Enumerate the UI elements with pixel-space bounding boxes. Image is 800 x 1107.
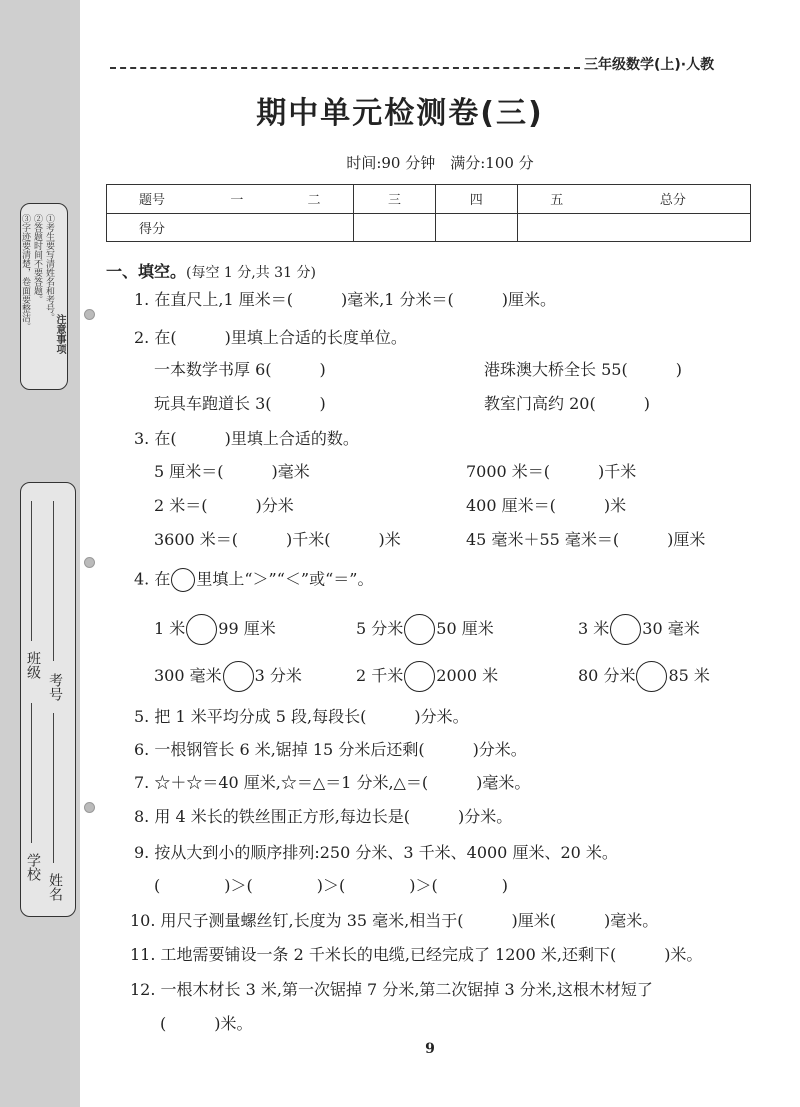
answer-circle[interactable] [404, 614, 435, 645]
notice-line-3: ③字迹要清楚，卷面要整洁。 [20, 214, 30, 331]
compare-right: 50 厘米 [436, 619, 494, 638]
class-label: 班级 [25, 651, 41, 679]
score-value-row [107, 213, 751, 242]
question-11: 11. 工地需要铺设一条 2 千米长的电缆,已经完成了 1200 米,还剩下( )米。 [130, 945, 703, 964]
score-cell[interactable] [435, 213, 517, 242]
score-header-cell: 一 [199, 185, 275, 214]
question-12-answer: ( )米。 [160, 1014, 253, 1033]
compare-right: 85 米 [668, 666, 710, 685]
compare-left: 1 米 [154, 619, 186, 638]
notice-line-2: ②答题时间不要答题。 [32, 214, 42, 304]
answer-circle[interactable] [223, 661, 254, 692]
school-underline [31, 703, 32, 843]
score-cell[interactable] [199, 213, 275, 242]
section-note: (每空 1 分,共 31 分) [186, 265, 316, 281]
header-dashed-line [110, 67, 580, 69]
compare-item [578, 614, 700, 645]
question-10: 10. 用尺子测量螺丝钉,长度为 35 毫米,相当于( )厘米( )毫米。 [130, 911, 659, 930]
question-3c: 2 米＝( )分米 [154, 496, 294, 515]
answer-circle[interactable] [186, 614, 217, 645]
binding-hole [84, 309, 95, 320]
section-title: 一、填空。 [106, 262, 187, 281]
notice-label: 注意事项 [54, 314, 65, 354]
score-cell[interactable] [275, 213, 354, 242]
compare-left: 2 千米 [356, 666, 404, 685]
compare-item [154, 614, 276, 645]
score-header-cell: 二 [275, 185, 354, 214]
compare-right: 3 分米 [254, 666, 302, 685]
name-underline [53, 713, 54, 863]
question-3f: 45 毫米＋55 毫米＝( )厘米 [466, 530, 706, 549]
page-title: 期中单元检测卷(三) [256, 96, 544, 131]
compare-item [578, 661, 710, 692]
compare-left: 80 分米 [578, 666, 636, 685]
section-heading [106, 259, 316, 282]
score-header-cell: 四 [435, 185, 517, 214]
question-3d: 400 厘米＝( )米 [466, 496, 627, 515]
compare-item [356, 614, 494, 645]
question-2a: 一本数学书厚 6( ) [154, 360, 326, 379]
score-header-cell: 题号 [107, 185, 200, 214]
question-12: 12. 一根木材长 3 米,第一次锯掉 7 分米,第二次锯掉 3 分米,这根木材短了 [130, 980, 653, 999]
question-1: 1. 在直尺上,1 厘米＝( )毫米,1 分米＝( )厘米。 [134, 290, 557, 309]
answer-circle[interactable] [610, 614, 641, 645]
question-2c: 玩具车跑道长 3( ) [154, 394, 326, 413]
compare-left: 300 毫米 [154, 666, 222, 685]
compare-left: 3 米 [578, 619, 610, 638]
score-header-cell: 总分 [596, 185, 751, 214]
binding-hole [84, 802, 95, 813]
score-row-label: 得分 [107, 213, 200, 242]
question-5: 5. 把 1 米平均分成 5 段,每段长( )分米。 [134, 707, 469, 726]
question-4 [134, 568, 373, 592]
score-table [106, 184, 751, 242]
question-2b: 港珠澳大桥全长 55( ) [484, 360, 682, 379]
score-header-cell: 五 [517, 185, 596, 214]
question-2d: 教室门高约 20( ) [484, 394, 650, 413]
notice-box [20, 203, 68, 390]
compare-item [356, 661, 498, 692]
book-label: 三年级数学(上)·人教 [584, 57, 715, 73]
score-header-row [107, 185, 751, 214]
number-underline [53, 501, 54, 661]
question-8: 8. 用 4 米长的铁丝围正方形,每边长是( )分米。 [134, 807, 513, 826]
question-3e: 3600 米＝( )千米( )米 [154, 530, 401, 549]
notice-line-1: ①考生要写清姓名和考号。 [44, 214, 54, 322]
page-number: 9 [425, 1041, 435, 1057]
compare-item [154, 661, 302, 692]
question-6: 6. 一根钢管长 6 米,锯掉 15 分米后还剩( )分米。 [134, 740, 527, 759]
student-info-box [20, 482, 76, 917]
score-cell[interactable] [596, 213, 751, 242]
compare-right: 30 毫米 [642, 619, 700, 638]
name-label: 姓名 [47, 873, 63, 901]
question-3: 3. 在( )里填上合适的数。 [134, 429, 359, 448]
question-9-answer: ( )＞( )＞( )＞( ) [154, 876, 508, 895]
number-label: 考号 [47, 673, 63, 701]
compare-right: 2000 米 [436, 666, 499, 685]
compare-left: 5 分米 [356, 619, 404, 638]
question-9: 9. 按从大到小的顺序排列:250 分米、3 千米、4000 厘米、20 米。 [134, 843, 618, 862]
binding-hole [84, 557, 95, 568]
compare-circle-icon [171, 568, 195, 592]
question-3a: 5 厘米＝( )毫米 [154, 462, 310, 481]
school-label: 学校 [25, 853, 41, 881]
question-4-suffix: 里填上“＞”“＜”或“＝”。 [196, 569, 374, 589]
answer-circle[interactable] [636, 661, 667, 692]
question-2: 2. 在( )里填上合适的长度单位。 [134, 328, 407, 347]
exam-info: 时间:90 分钟 满分:100 分 [346, 154, 534, 172]
question-7: 7. ☆＋☆＝40 厘米,☆＝△＝1 分米,△＝( )毫米。 [134, 773, 531, 792]
answer-circle[interactable] [404, 661, 435, 692]
compare-right: 99 厘米 [218, 619, 276, 638]
score-cell[interactable] [354, 213, 436, 242]
score-header-cell: 三 [354, 185, 436, 214]
question-3b: 7000 米＝( )千米 [466, 462, 637, 481]
class-underline [31, 501, 32, 641]
question-4-prefix: 4. 在 [134, 569, 171, 589]
score-cell[interactable] [517, 213, 596, 242]
